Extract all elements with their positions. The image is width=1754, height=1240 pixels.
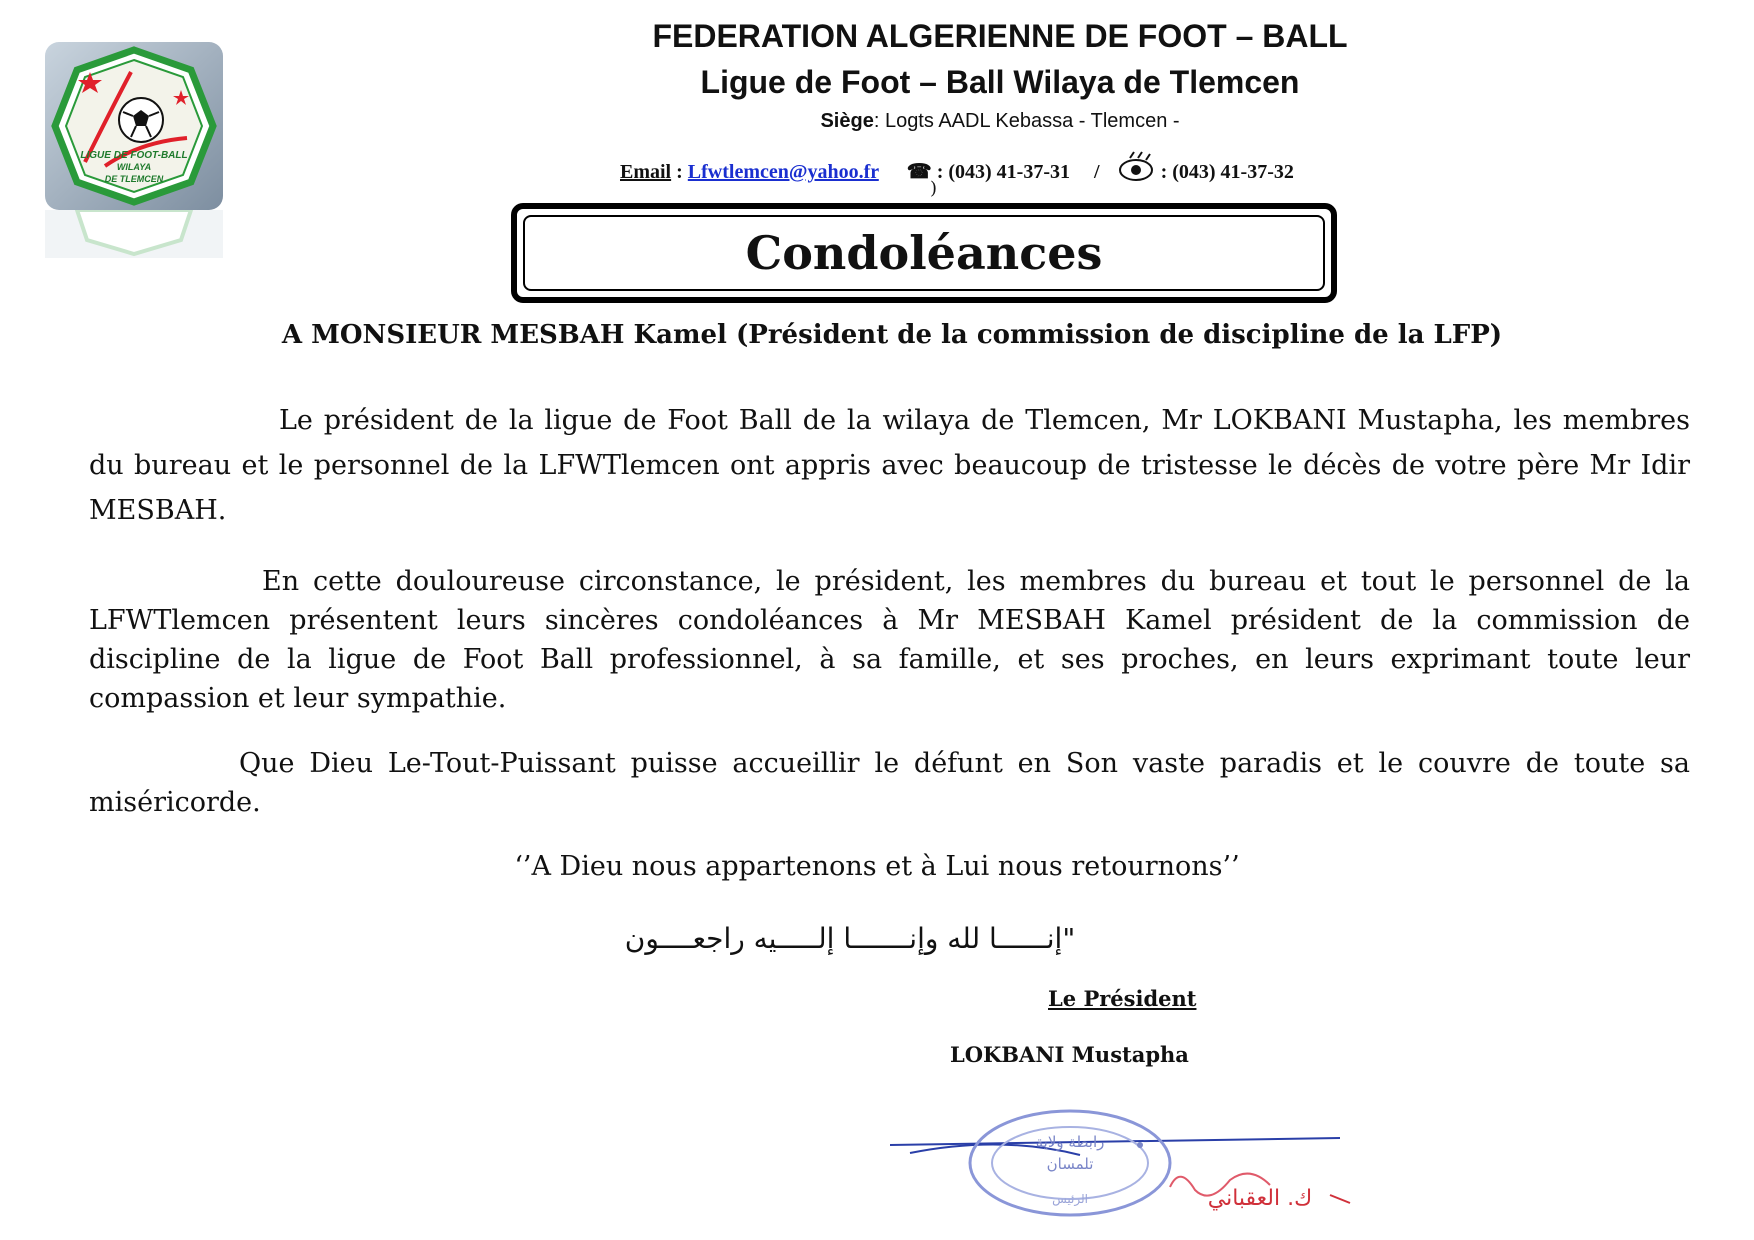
logo-reflection [45,210,223,258]
league-logo [45,42,223,210]
svg-text:ك. العقباني: ك. العقباني [1207,1186,1313,1211]
paragraph-1: Le président de la ligue de Foot Ball de la wilaya de Tlemcen, Mr LOKBANI Mustapha, les membres du bureau et le personnel de la LFWTlemcen ont appris avec beaucoup de tristesse le décès de votre père Mr Idir MESBAH. [89,405,1690,526]
email-label: Email [620,161,672,183]
slash-separator: / [1094,161,1100,183]
phone-icon: ☎ [906,161,932,183]
addressee: A MONSIEUR MESBAH Kamel (Président de la commission de discipline de la LFP) [281,320,1503,350]
fax-number: : (043) 41-37-32 [1160,161,1294,183]
logo-line-1: LIGUE DE FOOT-BALL [80,150,188,161]
email-link[interactable]: Lfwtlemcen@yahoo.fr [687,161,879,183]
stray-mark: ) [930,178,938,199]
signature-title: Le Président [1048,986,1197,1011]
contact-line [620,150,1380,184]
logo-line-3: DE TLEMCEN [104,174,164,184]
signature-name: LOKBANI Mustapha [950,1042,1189,1067]
email-separator: : [671,161,688,183]
svg-text:رابطة ولاية: رابطة ولاية [1035,1133,1105,1151]
siege-label: Siège [820,110,874,132]
siege-address [560,110,1440,133]
title-frame-inner [523,215,1325,291]
federation-title: FEDERATION ALGERIENNE DE FOOT – BALL [652,18,1348,54]
phone-number: : (043) 41-37-31 [936,161,1071,183]
fax-icon [1116,161,1161,183]
official-stamp [850,1095,1410,1235]
logo-line-2: WILAYA [116,162,152,172]
siege-value: : Logts AADL Kebassa - Tlemcen - [873,110,1180,132]
title-frame [511,203,1337,303]
quote: ‘’A Dieu nous appartenons et à Lui nous retournons’’ [514,851,1240,882]
paragraph-3: Que Dieu Le-Tout-Puissant puisse accueillir le défunt en Son vaste paradis et le couvre de toute sa miséricorde. [89,748,1690,818]
league-title: Ligue de Foot – Ball Wilaya de Tlemcen [700,64,1300,100]
arabic-verse: "إنــــــا لله وإنـــــــا إلـــــيه راجعــــون [624,922,1076,955]
paragraph-2: En cette douloureuse circonstance, le président, les membres du bureau et tout le personnel de la LFWTlemcen présentent leurs sincères condoléances à Mr MESBAH Kamel président de la commission de discipline de la ligue de Foot Ball professionnel, à sa famille, et ses proches, en leurs exprimant toute leur compassion et leur sympathie. [89,566,1690,714]
page-title: Condoléances [745,226,1103,280]
svg-text:الرئيس: الرئيس [1052,1192,1088,1206]
svg-text:تلمسان: تلمسان [1046,1155,1094,1173]
